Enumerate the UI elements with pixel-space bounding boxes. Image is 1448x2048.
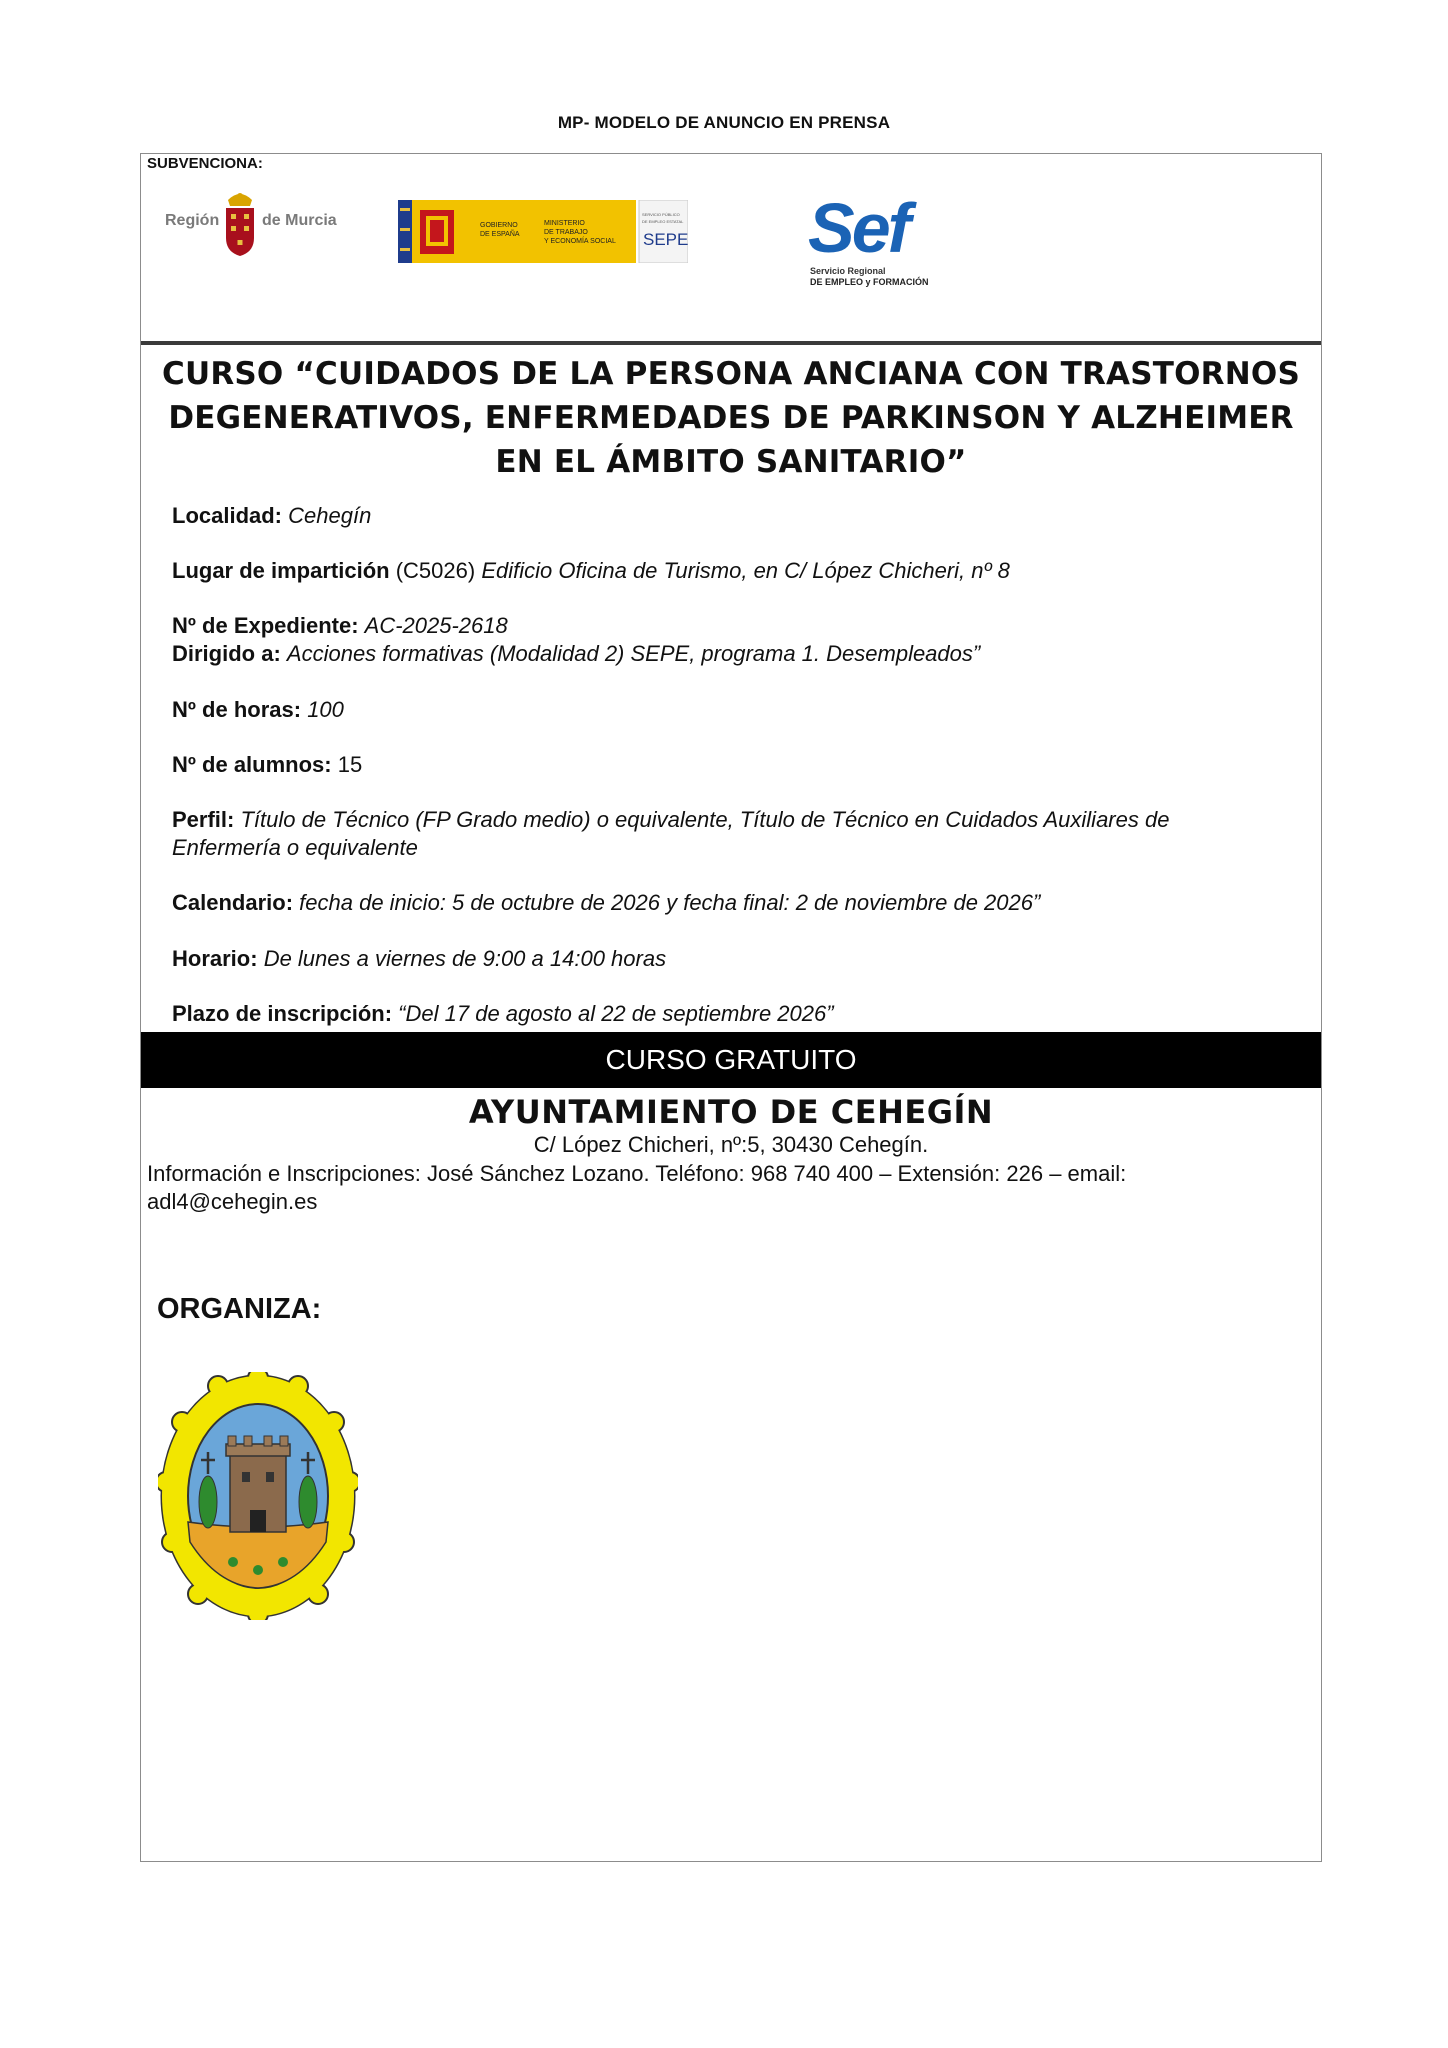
ayuntamiento-name: AYUNTAMIENTO DE CEHEGÍN [468,1093,994,1131]
free-course-banner: CURSO GRATUITO [141,1032,1321,1088]
localidad-field [172,502,1302,530]
gobierno-line2: DE ESPAÑA [480,231,520,238]
sepe-small-line2: DE EMPLEO ESTATAL [642,219,684,224]
info-line1: Información e Inscripciones: José Sánchez Lozano. Teléfono: 968 740 400 – Extensión: 226 – email: [147,1161,1127,1186]
perfil-label: Perfil: [172,807,235,832]
cehegin-coat-of-arms-icon [158,1372,358,1620]
course-title-line1: CURSO “CUIDADOS DE LA PERSONA ANCIANA CON TRASTORNOS [162,356,1300,392]
dirigido-field [172,640,1302,668]
lugar-field [172,557,1302,585]
plazo-value: “Del 17 de agosto al 22 de septiembre 2026” [398,1001,834,1026]
dirigido-value: Acciones formativas (Modalidad 2) SEPE, programa 1. Desempleados” [286,641,981,666]
course-title [141,352,1321,484]
alumnos-field [172,751,1302,779]
gobierno-line1: GOBIERNO [480,222,518,229]
sef-subtitle-2: DE EMPLEO y FORMACIÓN [810,277,929,287]
alumnos-label: Nº de alumnos: [172,752,332,777]
dirigido-label: Dirigido a: [172,641,281,666]
lugar-value: Edificio Oficina de Turismo, en C/ López Chicheri, nº 8 [481,558,1010,583]
calendario-value: fecha de inicio: 5 de octubre de 2026 y fecha final: 2 de noviembre de 2026” [299,890,1041,915]
expediente-field [172,612,1302,640]
ministry-line1: MINISTERIO [544,220,585,227]
sepe-text: SEPE [643,230,689,249]
ayuntamiento-info [147,1160,1307,1216]
organiza-label: ORGANIZA: [157,1293,322,1325]
perfil-value-line1: Título de Técnico (FP Grado medio) o equivalente, Título de Técnico en Cuidados Auxiliares de [240,807,1170,832]
ministry-line2: DE TRABAJO [544,229,588,236]
sef-logo [808,189,948,292]
ministry-line3: Y ECONOMÍA SOCIAL [544,238,616,245]
horas-value: 100 [307,697,344,722]
course-title-line2: DEGENERATIVOS, ENFERMEDADES DE PARKINSON Y ALZHEIMER [168,400,1294,436]
subvenciona-label: SUBVENCIONA: [147,155,263,172]
alumnos-value: 15 [337,752,363,777]
info-line2-email: adl4@cehegin.es [147,1189,318,1214]
horario-value: De lunes a viernes de 9:00 a 14:00 horas [263,946,667,971]
gobierno-sepe-logo [398,200,688,263]
calendario-field [172,889,1302,917]
localidad-label: Localidad: [172,503,283,528]
horas-field [172,696,1302,724]
horas-label: Nº de horas: [172,697,302,722]
sef-subtitle-1: Servicio Regional [810,266,886,276]
localidad-value: Cehegín [288,503,372,528]
expediente-label: Nº de Expediente: [172,613,359,638]
murcia-logo-right-text: de Murcia [262,212,337,229]
logo-separator [141,341,1321,345]
document-header: MP- MODELO DE ANUNCIO EN PRENSA [557,113,891,132]
sepe-small-line1: SERVICIO PÚBLICO [642,212,680,217]
lugar-code: (C5026) [395,558,476,583]
perfil-field [172,806,1302,862]
region-murcia-logo [162,190,342,260]
murcia-logo-left-text: Región [165,212,220,229]
calendario-label: Calendario: [172,890,294,915]
perfil-value-line2: Enfermería o equivalente [172,835,418,860]
horario-field [172,945,1302,973]
lugar-label: Lugar de impartición [172,558,390,583]
plazo-field [172,1000,1302,1028]
murcia-shield-icon [220,190,260,258]
horario-label: Horario: [172,946,258,971]
sef-wordmark: Sef [808,189,908,267]
expediente-value: AC-2025-2618 [364,613,508,638]
plazo-label: Plazo de inscripción: [172,1001,393,1026]
course-title-line3: EN EL ÁMBITO SANITARIO” [495,444,967,480]
ayuntamiento-address: C/ López Chicheri, nº:5, 30430 Cehegín. [533,1132,929,1157]
